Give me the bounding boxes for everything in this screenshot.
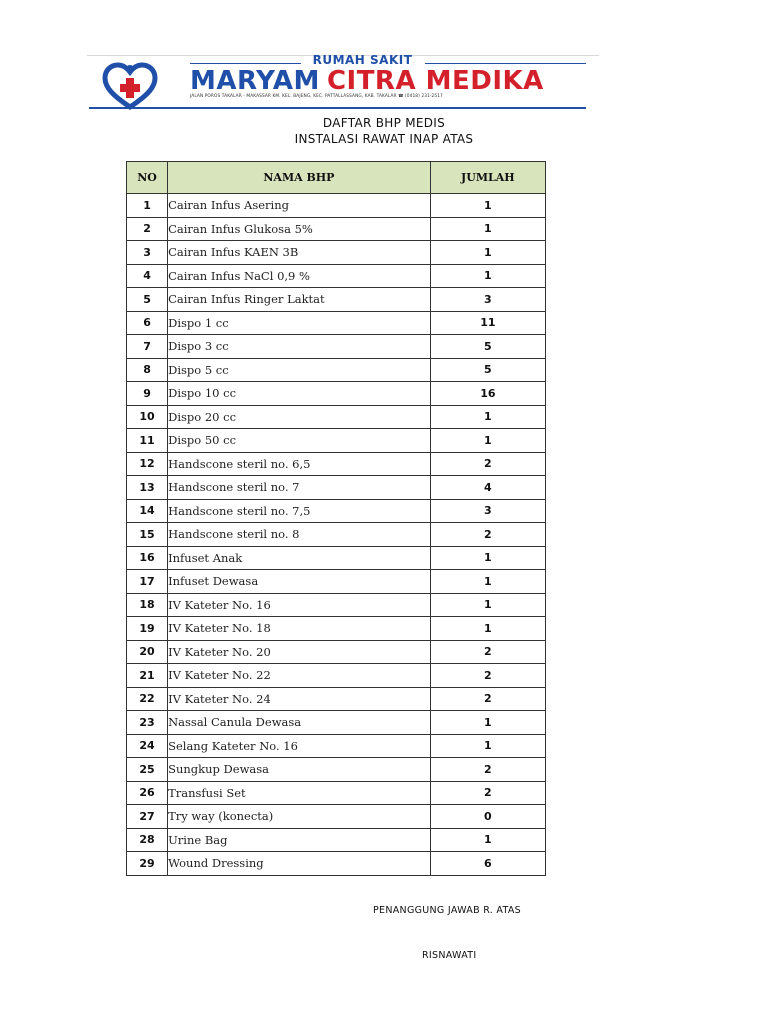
table-row xyxy=(127,335,546,359)
table-row xyxy=(127,664,546,688)
table-row xyxy=(127,429,546,453)
header-rule-left xyxy=(190,63,301,64)
row-number: 23 xyxy=(127,711,168,735)
item-quantity: 2 xyxy=(430,640,545,664)
item-quantity: 16 xyxy=(430,382,545,406)
row-number: 3 xyxy=(127,241,168,265)
row-number: 28 xyxy=(127,828,168,852)
hospital-address: JALAN POROS TAKALAR - MAKASSAR KM. KEL. BAJENG, KEC. PATTALLASSANG, KAB. TAKALAR ☎ (0418) 231-2517 xyxy=(190,94,443,99)
table-row xyxy=(127,382,546,406)
item-name: Nassal Canula Dewasa xyxy=(168,711,431,735)
item-name: IV Kateter No. 16 xyxy=(168,593,431,617)
row-number: 18 xyxy=(127,593,168,617)
bhp-table xyxy=(126,161,546,876)
item-quantity: 1 xyxy=(430,593,545,617)
item-quantity: 3 xyxy=(430,288,545,312)
item-quantity: 11 xyxy=(430,311,545,335)
table-row xyxy=(127,828,546,852)
table-body xyxy=(127,194,546,876)
hospital-logo-icon xyxy=(102,61,158,111)
item-name: Infuset Anak xyxy=(168,546,431,570)
table-row xyxy=(127,264,546,288)
column-header-no: NO xyxy=(127,162,168,194)
column-header-name: NAMA BHP xyxy=(168,162,431,194)
table-row xyxy=(127,217,546,241)
item-quantity: 5 xyxy=(430,335,545,359)
item-name: IV Kateter No. 24 xyxy=(168,687,431,711)
item-name: IV Kateter No. 22 xyxy=(168,664,431,688)
signatory-title: PENANGGUNG JAWAB R. ATAS xyxy=(373,905,521,916)
item-name: Dispo 5 cc xyxy=(168,358,431,382)
item-name: Dispo 20 cc xyxy=(168,405,431,429)
signatory-name: RISNAWATI xyxy=(422,950,477,961)
letterhead xyxy=(87,55,599,110)
table-row xyxy=(127,452,546,476)
item-name: IV Kateter No. 20 xyxy=(168,640,431,664)
item-quantity: 3 xyxy=(430,499,545,523)
item-name: Dispo 1 cc xyxy=(168,311,431,335)
table-row xyxy=(127,241,546,265)
document-title: DAFTAR BHP MEDIS xyxy=(322,116,446,130)
item-quantity: 1 xyxy=(430,241,545,265)
item-name: Cairan Infus KAEN 3B xyxy=(168,241,431,265)
item-quantity: 2 xyxy=(430,523,545,547)
row-number: 7 xyxy=(127,335,168,359)
item-quantity: 1 xyxy=(430,264,545,288)
item-name: Cairan Infus Asering xyxy=(168,194,431,218)
table-row xyxy=(127,758,546,782)
item-quantity: 2 xyxy=(430,664,545,688)
item-name: Dispo 10 cc xyxy=(168,382,431,406)
item-quantity: 1 xyxy=(430,194,545,218)
item-name: Handscone steril no. 7 xyxy=(168,476,431,500)
table-row xyxy=(127,546,546,570)
item-quantity: 2 xyxy=(430,687,545,711)
row-number: 6 xyxy=(127,311,168,335)
table-row xyxy=(127,499,546,523)
table-row xyxy=(127,405,546,429)
row-number: 22 xyxy=(127,687,168,711)
row-number: 25 xyxy=(127,758,168,782)
item-name: Selang Kateter No. 16 xyxy=(168,734,431,758)
row-number: 14 xyxy=(127,499,168,523)
item-quantity: 6 xyxy=(430,852,545,876)
item-quantity: 1 xyxy=(430,217,545,241)
item-quantity: 1 xyxy=(430,546,545,570)
table-row xyxy=(127,617,546,641)
item-name: Dispo 3 cc xyxy=(168,335,431,359)
item-name: Sungkup Dewasa xyxy=(168,758,431,782)
item-quantity: 1 xyxy=(430,828,545,852)
row-number: 29 xyxy=(127,852,168,876)
header-rule-right xyxy=(425,63,586,64)
hospital-name-part2: CITRA MEDIKA xyxy=(326,66,544,96)
item-name: Cairan Infus Glukosa 5% xyxy=(168,217,431,241)
item-name: Handscone steril no. 8 xyxy=(168,523,431,547)
row-number: 8 xyxy=(127,358,168,382)
row-number: 27 xyxy=(127,805,168,829)
item-name: Transfusi Set xyxy=(168,781,431,805)
item-name: Try way (konecta) xyxy=(168,805,431,829)
row-number: 19 xyxy=(127,617,168,641)
item-name: Wound Dressing xyxy=(168,852,431,876)
item-name: Dispo 50 cc xyxy=(168,429,431,453)
table-row xyxy=(127,781,546,805)
hospital-type: RUMAH SAKIT xyxy=(312,53,413,67)
row-number: 16 xyxy=(127,546,168,570)
item-name: Handscone steril no. 6,5 xyxy=(168,452,431,476)
item-quantity: 4 xyxy=(430,476,545,500)
item-quantity: 2 xyxy=(430,452,545,476)
document-subtitle: INSTALASI RAWAT INAP ATAS xyxy=(294,132,474,146)
row-number: 5 xyxy=(127,288,168,312)
row-number: 20 xyxy=(127,640,168,664)
table-row xyxy=(127,852,546,876)
table-row xyxy=(127,734,546,758)
row-number: 11 xyxy=(127,429,168,453)
item-quantity: 1 xyxy=(430,734,545,758)
row-number: 4 xyxy=(127,264,168,288)
item-name: Cairan Infus NaCl 0,9 % xyxy=(168,264,431,288)
row-number: 10 xyxy=(127,405,168,429)
row-number: 24 xyxy=(127,734,168,758)
table-row xyxy=(127,687,546,711)
row-number: 15 xyxy=(127,523,168,547)
item-name: Cairan Infus Ringer Laktat xyxy=(168,288,431,312)
item-name: Handscone steril no. 7,5 xyxy=(168,499,431,523)
hospital-name xyxy=(190,66,544,96)
row-number: 13 xyxy=(127,476,168,500)
item-quantity: 2 xyxy=(430,781,545,805)
row-number: 26 xyxy=(127,781,168,805)
item-quantity: 1 xyxy=(430,617,545,641)
table-row xyxy=(127,593,546,617)
item-name: Infuset Dewasa xyxy=(168,570,431,594)
row-number: 1 xyxy=(127,194,168,218)
item-name: Urine Bag xyxy=(168,828,431,852)
table-row xyxy=(127,194,546,218)
table-row xyxy=(127,805,546,829)
table-row xyxy=(127,570,546,594)
item-quantity: 1 xyxy=(430,429,545,453)
hospital-name-part1: MARYAM xyxy=(190,66,320,96)
item-quantity: 0 xyxy=(430,805,545,829)
table-row xyxy=(127,476,546,500)
header-bottom-rule xyxy=(89,107,586,109)
item-quantity: 1 xyxy=(430,711,545,735)
row-number: 9 xyxy=(127,382,168,406)
table-header-row xyxy=(127,162,546,194)
column-header-qty: JUMLAH xyxy=(430,162,545,194)
table-row xyxy=(127,358,546,382)
item-name: IV Kateter No. 18 xyxy=(168,617,431,641)
item-quantity: 1 xyxy=(430,405,545,429)
item-quantity: 5 xyxy=(430,358,545,382)
row-number: 21 xyxy=(127,664,168,688)
item-quantity: 2 xyxy=(430,758,545,782)
table-row xyxy=(127,288,546,312)
item-quantity: 1 xyxy=(430,570,545,594)
row-number: 12 xyxy=(127,452,168,476)
table-row xyxy=(127,311,546,335)
table-row xyxy=(127,711,546,735)
row-number: 17 xyxy=(127,570,168,594)
table-row xyxy=(127,523,546,547)
table-row xyxy=(127,640,546,664)
row-number: 2 xyxy=(127,217,168,241)
